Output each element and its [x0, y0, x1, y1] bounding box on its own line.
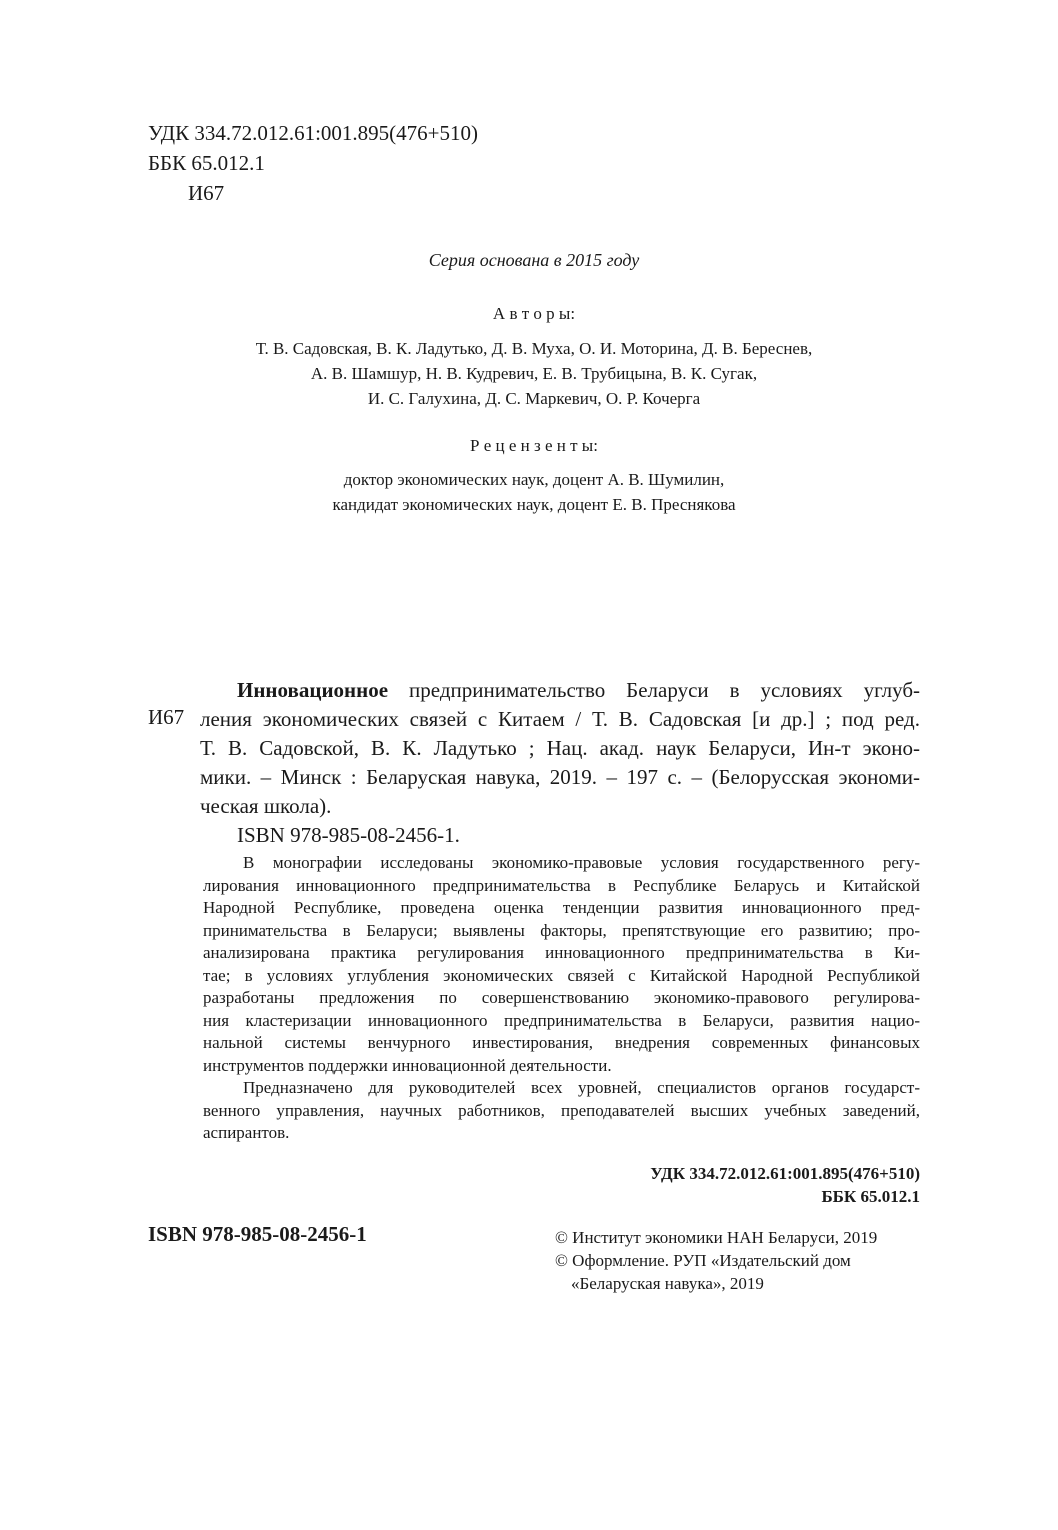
- annotation-line: анализирована практика регулирования инновационного предпринимательства в Ки-: [203, 943, 920, 962]
- annotation-line: аспирантов.: [203, 1123, 290, 1142]
- annotation-line: Предназначено для руководителей всех уровней, специалистов органов государст-: [243, 1078, 920, 1097]
- reviewer-line: кандидат экономических наук, доцент Е. В. Преснякова: [332, 495, 736, 514]
- annotation-line: тае; в условиях углубления экономических связей с Китайской Народной Республикой: [203, 965, 920, 985]
- bbk-code: ББК 65.012.1: [148, 151, 265, 175]
- record-line: [200, 734, 920, 763]
- authors-line: Т. В. Садовская, В. К. Ладутько, Д. В. Муха, О. И. Моторина, Д. В. Береснев,: [255, 339, 813, 358]
- authors-line: А. В. Шамшур, Н. В. Кудревич, Е. В. Трубицына, В. К. Сугак,: [310, 364, 758, 383]
- classification-footer: [650, 1162, 920, 1208]
- record-line: ческая школа).: [200, 794, 332, 818]
- authors-heading: А в т о р ы:: [492, 304, 576, 323]
- copyright-line: © Оформление. РУП «Издательский дом: [555, 1251, 851, 1270]
- copyright-line: «Беларуская навука», 2019: [571, 1274, 764, 1293]
- classification-header: [148, 118, 478, 208]
- annotation-paragraph-2: [203, 1077, 920, 1145]
- udk-code-footer: УДК 334.72.012.61:001.895(476+510): [650, 1164, 920, 1183]
- reviewers-heading: Р е ц е н з е н т ы:: [470, 436, 598, 455]
- record-title-bold: Инновационное: [237, 678, 389, 702]
- series-note: Серия основана в 2015 году: [428, 250, 640, 270]
- record-line-text: ления экономических связей с Китаем / Т. В. Садовская [и др.] ; под ред.: [200, 707, 920, 731]
- annotation-line: нальной системы венчурного инвестирования, внедрения современных финансовых: [203, 1033, 920, 1052]
- annotation: [203, 852, 920, 1145]
- copyright-block: [555, 1226, 877, 1295]
- annotation-line: В монографии исследованы экономико-правовые условия государственного регу-: [243, 853, 920, 872]
- annotation-line: лирования инновационного предпринимательства в Республике Беларусь и Китайской: [203, 875, 920, 895]
- annotation-line: инструментов поддержки инновационной деятельности.: [203, 1055, 612, 1075]
- record-line-text: Т. В. Садовской, В. К. Ладутько ; Нац. акад. наук Беларуси, Ин-т эконо-: [200, 736, 920, 760]
- record-isbn: ISBN 978-985-08-2456-1.: [237, 823, 460, 847]
- annotation-line: венного управления, научных работников, преподавателей высших учебных заведений,: [203, 1100, 920, 1120]
- author-mark: И67: [188, 181, 225, 205]
- annotation-line: разработаны предложения по совершенствованию экономико-правового регулирова-: [203, 988, 920, 1007]
- udk-code: УДК 334.72.012.61:001.895(476+510): [148, 121, 478, 145]
- record-line-1: [237, 676, 920, 705]
- annotation-line: ния кластеризации инновационного предпринимательства в Беларуси, развития нацио-: [203, 1010, 920, 1030]
- annotation-line: принимательства в Беларуси; выявлены факторы, препятствующие его развитию; про-: [203, 920, 920, 940]
- bbk-code-footer: ББК 65.012.1: [821, 1187, 920, 1206]
- record-line-text: мики. – Минск : Беларуская навука, 2019. – 197 с. – (Белорусская экономи-: [200, 765, 920, 789]
- annotation-paragraph-1: [203, 852, 920, 1077]
- record-author-mark: И67: [148, 705, 185, 729]
- authors-line: И. С. Галухина, Д. С. Маркевич, О. Р. Кочерга: [367, 389, 701, 408]
- authors-list: [0, 336, 1058, 411]
- record-title-rest: предпринимательство Беларуси в условиях углуб-: [388, 678, 920, 702]
- isbn-footer: ISBN 978-985-08-2456-1: [148, 1222, 367, 1246]
- annotation-line: Народной Республике, проведена оценка тенденции развития инновационного пред-: [203, 898, 920, 917]
- reviewers-list: [0, 467, 1058, 517]
- copyright-line: © Институт экономики НАН Беларуси, 2019: [555, 1228, 878, 1247]
- record-line: [200, 705, 920, 734]
- reviewer-line: доктор экономических наук, доцент А. В. Шумилин,: [343, 470, 725, 489]
- record-line: [200, 763, 920, 792]
